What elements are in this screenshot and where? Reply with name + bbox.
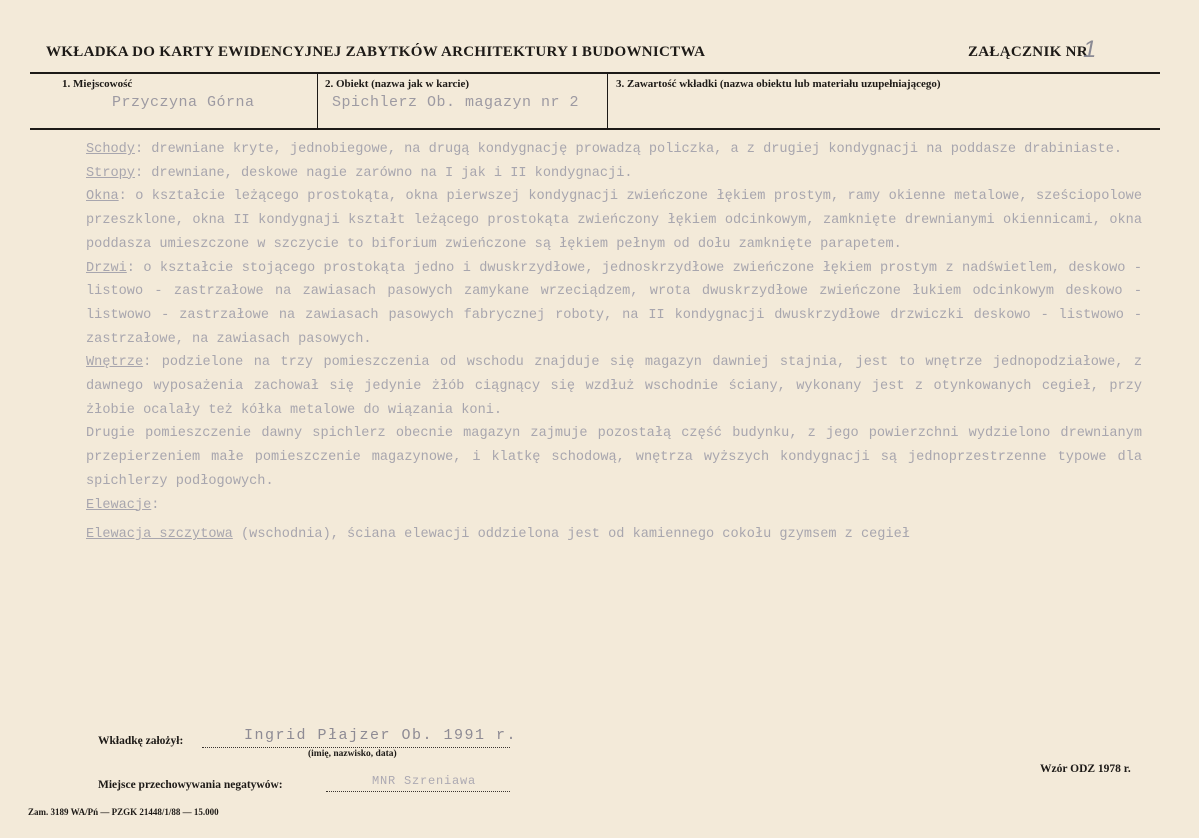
field-divider-2	[607, 73, 608, 129]
field-divider-1	[317, 73, 318, 129]
negatives-value: MNR Szreniawa	[372, 774, 477, 788]
section-interior	[86, 351, 1142, 422]
header-bottom-rule	[30, 128, 1160, 130]
author-label: Wkładkę założył:	[98, 735, 184, 747]
header-top-rule	[30, 72, 1160, 74]
print-info: Zam. 3189 WA/Pń — PZGK 21448/1/88 — 15.000	[28, 807, 219, 817]
section-gable-elevation	[86, 523, 1142, 547]
content-label: 3. Zawartość wkładki (nazwa obiektu lub materiału uzupełniającego)	[616, 78, 941, 90]
section-doors	[86, 257, 1142, 352]
section-text: : o kształcie leżącego prostokąta, okna pierwszej kondygnacji zwieńczone łękiem prostym, ramy okienne metalowe, sześciopolowe przeszklone, okna II kondygnaji kształt leżącego prostokąta zwieńczony łękiem odcinkowym, zamknięte drewnianymi okiennicami, okna poddasza umieszczone w szczycie to biforium zwieńczone są łękiem pełnym od dołu zamknięte parapetem.	[86, 189, 1142, 252]
negatives-label: Miejsce przechowywania negatywów:	[98, 779, 283, 791]
annex-number: 1	[1083, 36, 1097, 63]
section-stairs	[86, 138, 1142, 162]
section-heading: Schody	[86, 142, 135, 157]
section-heading: Drzwi	[86, 260, 127, 276]
object-label: 2. Obiekt (nazwa jak w karcie)	[325, 78, 470, 90]
section-text: : o kształcie stojącego prostokąta jedno i dwuskrzydłowe, jednoskrzydłowe zwieńczone łękiem prostym z nadświetlem, deskowo - listowo - zastrzałowe na zawiasach pasowych zamykane wrzeciądzem, wrota dwuskrzydłowe zwieńczone łukiem odcinkowym deskowo - listwowo - zastrzałowe na zawiasach pasowych fabrycznej roboty, na II kondygnacji dwuskrzydłowe drzwiczki deskowo - listwowo - zastrzałowe, na zawiasach pasowych.	[86, 260, 1142, 347]
section-text: : podzielone na trzy pomieszczenia od wschodu znajduje się magazyn dawniej stajnia, jest to wnętrze jednopodziałowe, z dawnego wyposażenia zachował się jedynie żłób ciągnący się wzdłuż wschodnie ściany, wykonany jest z otynkowanych cegieł, przy żłobie ocalały też kółka metalowe do wiązania koni.	[86, 355, 1142, 418]
author-note: (imię, nazwisko, data)	[308, 749, 397, 759]
negatives-dotted-line	[326, 791, 510, 792]
section-text: : drewniane kryte, jednobiegowe, na drugą kondygnację prowadzą policzka, a z drugiej kondygnacji na poddasze drabiniaste.	[134, 142, 1123, 157]
author-dotted-line	[202, 747, 510, 748]
description-body	[86, 138, 1142, 547]
section-heading: Elewacja szczytowa	[86, 527, 233, 543]
section-heading: Wnętrze	[86, 355, 144, 371]
locality-label: 1. Miejscowość	[62, 78, 133, 90]
section-text: Drugie pomieszczenie dawny spichlerz obecnie magazyn zajmuje pozostałą część budynku, z jego powierzchni wydzielono drewnianym przepierzeniem małe pomieszczenie magazynowe, i klatkę schodową, wnętrza wyższych kondygnacji są jednoprzestrzenne typowe dla spichlerzy podłogowych.	[86, 426, 1142, 489]
section-windows	[86, 185, 1142, 256]
author-value: Ingrid Płajzer Ob. 1991 r.	[244, 727, 518, 744]
locality-value: Przyczyna Górna	[112, 94, 255, 111]
section-elevations	[86, 494, 1142, 518]
section-text: : drewniane, deskowe nagie zarówno na I jak i II kondygnacji.	[134, 165, 633, 181]
section-heading: Okna	[86, 189, 119, 205]
section-heading: Stropy	[86, 165, 135, 181]
form-title: WKŁADKA DO KARTY EWIDENCYJNEJ ZABYTKÓW ARCHITEKTURY I BUDOWNICTWA	[46, 44, 706, 60]
object-value: Spichlerz Ob. magazyn nr 2	[332, 94, 580, 111]
section-ceilings	[86, 162, 1142, 186]
section-text: (wschodnia), ściana elewacji oddzielona jest od kamiennego cokołu gzymsem z cegieł	[232, 527, 910, 543]
section-text: :	[151, 497, 160, 513]
section-heading: Elewacje	[86, 497, 152, 513]
section-interior-2	[86, 422, 1142, 493]
annex-label: ZAŁĄCZNIK NR	[968, 44, 1088, 60]
form-model: Wzór ODZ 1978 r.	[1040, 763, 1131, 775]
